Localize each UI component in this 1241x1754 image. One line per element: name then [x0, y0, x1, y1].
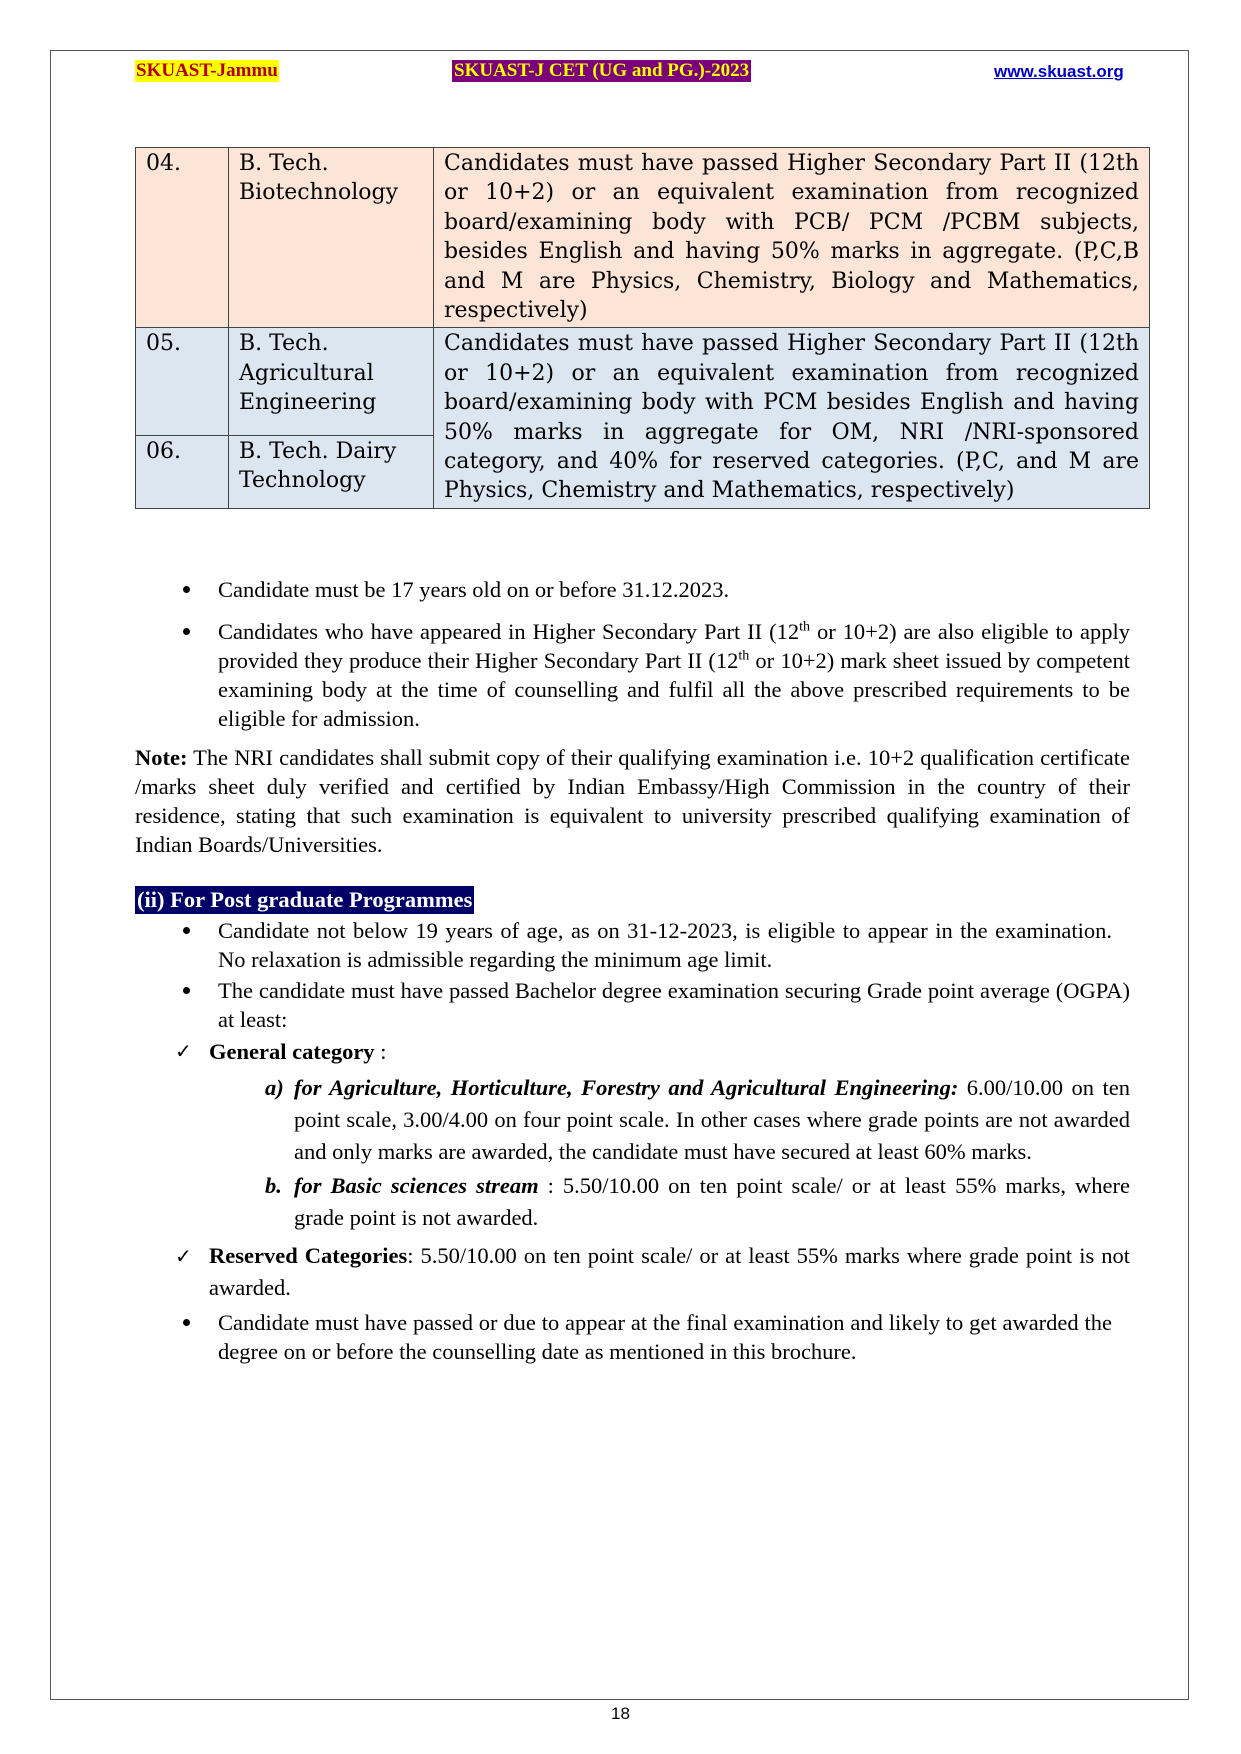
- eligibility-criteria: Candidates must have passed Higher Secondary Part II (12th or 10+2) or an equivalent examination from recognized board/examining body with PCM besides English and having 50% marks in aggregate for OM, NRI /NRI-sponsored category, and 40% for reserved categories. (P,C, and M are Physics, Chemistry and Mathematics, respectively): [434, 328, 1150, 508]
- checkmark-icon: ✓: [175, 1244, 192, 1268]
- pg-section: [135, 885, 1130, 1366]
- website-link[interactable]: www.skuast.org: [994, 62, 1124, 81]
- exam-title: SKUAST-J CET (UG and PG.)-2023: [454, 60, 750, 81]
- page-number: 18: [611, 1704, 630, 1723]
- list-item: Candidate must be 17 years old on or before 31.12.2023.: [135, 575, 1130, 604]
- list-item: Candidates who have appeared in Higher Secondary Part II (12th or 10+2) are also eligible to apply provided they produce their Higher Secondary Part II (12th or 10+2) mark sheet issued by competent examining body at the time of counselling and fulfil all the above prescribed requirements to be eligible for admission.: [135, 617, 1130, 733]
- eligibility-criteria: Candidates must have passed Higher Secondary Part II (12th or 10+2) or an equivalent examination from recognized board/examining body with PCB/ PCM /PCBM subjects, besides English and having 50% marks in aggregate. (P,C,B and M are Physics, Chemistry, Biology and Mathematics, respectively): [434, 148, 1150, 328]
- bullet-icon: [183, 1319, 190, 1326]
- table-row: [136, 148, 1150, 328]
- bullet-icon: [183, 586, 190, 593]
- page-header: [0, 58, 1241, 88]
- general-category: ✓ General category :: [175, 1039, 387, 1064]
- course-name: B. Tech. Agricultural Engineering: [229, 328, 434, 435]
- nri-note: [135, 743, 1130, 859]
- university-name: SKUAST-Jammu: [136, 60, 278, 81]
- reserved-category: ✓ Reserved Categories: 5.50/10.00 on ten point scale/ or at least 55% marks where grade point is not awarded.: [135, 1240, 1130, 1304]
- sub-item-marker: a): [265, 1075, 284, 1100]
- ug-eligibility-notes: [135, 575, 1130, 733]
- bullet-icon: [183, 628, 190, 635]
- note-text: The NRI candidates shall submit copy of their qualifying examination i.e. 10+2 qualification certificate /marks sheet duly verified and certified by Indian Embassy/High Commission in the country of their residence, stating that such examination is equivalent to university prescribed qualifying examination of Indian Boards/Universities.: [135, 745, 1130, 857]
- course-name: B. Tech. Dairy Technology: [229, 435, 434, 508]
- eligibility-table: [135, 147, 1150, 509]
- sub-item-marker: b.: [265, 1173, 282, 1198]
- course-name: B. Tech. Biotechnology: [229, 148, 434, 328]
- section-heading: (ii) For Post graduate Programmes: [137, 887, 473, 912]
- checkmark-icon: ✓: [175, 1039, 192, 1063]
- list-item: Candidate must have passed or due to appear at the final examination and likely to get awarded the degree on or before the counselling date as mentioned in this brochure.: [135, 1308, 1130, 1366]
- sub-item-b: b. for Basic sciences stream : 5.50/10.00 on ten point scale/ or at least 55% marks, where grade point is not awarded.: [135, 1170, 1130, 1234]
- table-row: [136, 328, 1150, 435]
- note-label: Note:: [135, 745, 188, 770]
- sub-item-a: a) for Agriculture, Horticulture, Forestry and Agricultural Engineering: 6.00/10.00 on ten point scale, 3.00/4.00 on four point scale. In other cases where grade points are not awarded and only marks are awarded, the candidate must have secured at least 60% marks.: [135, 1072, 1130, 1168]
- bullet-icon: [183, 927, 190, 934]
- row-number: 04.: [136, 148, 229, 328]
- list-item: The candidate must have passed Bachelor degree examination securing Grade point average (OGPA) at least:: [135, 976, 1130, 1034]
- row-number: 05.: [136, 328, 229, 435]
- list-item: Candidate not below 19 years of age, as on 31-12-2023, is eligible to appear in the examination. No relaxation is admissible regarding the minimum age limit.: [135, 916, 1130, 974]
- bullet-icon: [183, 987, 190, 994]
- row-number: 06.: [136, 435, 229, 508]
